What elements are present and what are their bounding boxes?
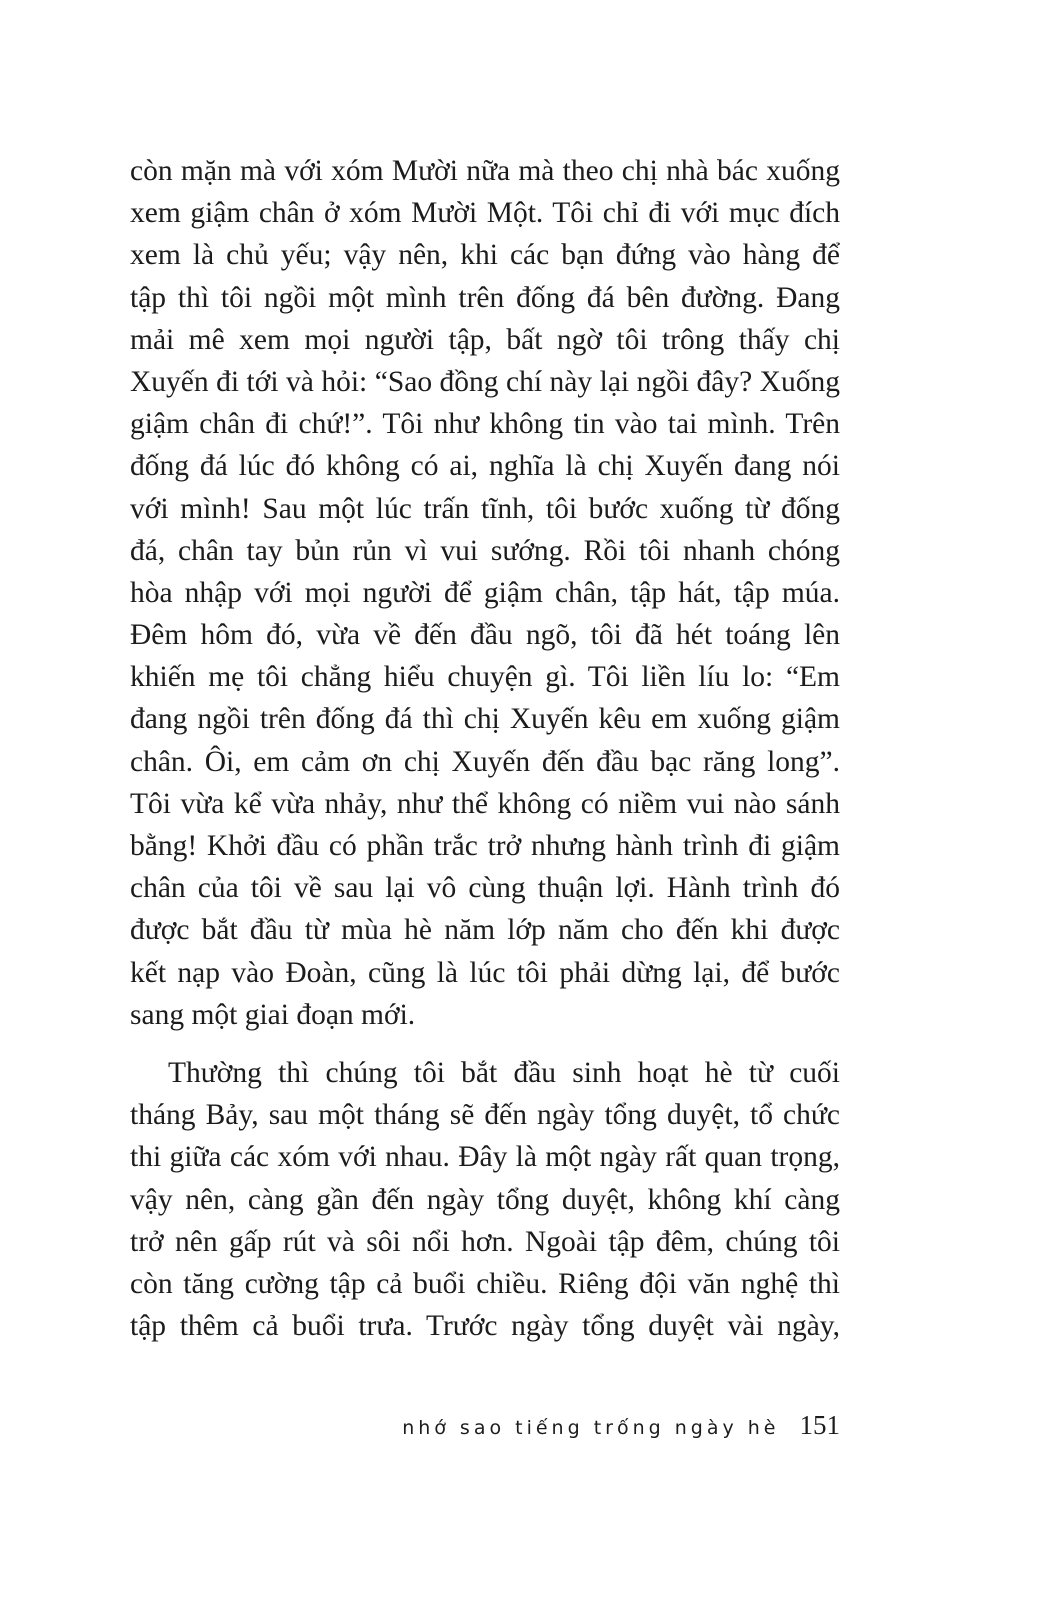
- body-text: [130, 150, 840, 1347]
- text-line: kết nạp vào Đoàn, cũng là lúc tôi phải dừng lại, để bước: [130, 956, 840, 989]
- text-line: còn tăng cường tập cả buổi chiều. Riêng đội văn nghệ thì: [130, 1267, 840, 1300]
- text-line: thi giữa các xóm với nhau. Đây là một ngày rất quan trọng,: [130, 1141, 840, 1174]
- paragraph: [130, 150, 840, 1036]
- text-line: xem giậm chân ở xóm Mười Một. Tôi chỉ đi với mục đích: [130, 197, 840, 230]
- text-line: với mình! Sau một lúc trấn tĩnh, tôi bước xuống từ đống: [130, 492, 840, 525]
- text-line: khiến mẹ tôi chẳng hiểu chuyện gì. Tôi liền líu lo: “Em: [130, 661, 840, 694]
- text-line: trở nên gấp rút và sôi nổi hơn. Ngoài tập đêm, chúng tôi: [130, 1225, 840, 1258]
- text-line: đống đá lúc đó không có ai, nghĩa là chị Xuyến đang nói: [130, 450, 840, 483]
- text-line: còn mặn mà với xóm Mười nữa mà theo chị nhà bác xuống: [130, 155, 840, 187]
- text-line: tháng Bảy, sau một tháng sẽ đến ngày tổng duyệt, tổ chức: [130, 1099, 840, 1132]
- text-line: Đêm hôm đó, vừa về đến đầu ngõ, tôi đã hét toáng lên: [130, 619, 840, 652]
- text-line: bằng! Khởi đầu có phần trắc trở nhưng hành trình đi giậm: [130, 830, 840, 862]
- text-line: chân của tôi về sau lại vô cùng thuận lợi. Hành trình đó: [130, 872, 840, 905]
- text-line: tập thì tôi ngồi một mình trên đống đá bên đường. Đang: [130, 281, 840, 314]
- text-line: đá, chân tay bủn rủn vì vui sướng. Rồi tôi nhanh chóng: [130, 534, 840, 567]
- text-line: tập thêm cả buổi trưa. Trước ngày tổng duyệt vài ngày,: [130, 1310, 840, 1343]
- paragraph: [130, 1052, 840, 1347]
- text-line: đang ngồi trên đống đá thì chị Xuyến kêu em xuống giậm: [130, 703, 840, 736]
- page-footer: [130, 1410, 840, 1450]
- text-line: hòa nhập với mọi người để giậm chân, tập hát, tập múa.: [130, 576, 840, 609]
- page-number: 151: [799, 1410, 840, 1440]
- text-line: Xuyến đi tới và hỏi: “Sao đồng chí này lại ngồi đây? Xuống: [130, 365, 840, 398]
- text-line: xem là chủ yếu; vậy nên, khi các bạn đứng vào hàng để: [130, 239, 840, 272]
- text-line: Thường thì chúng tôi bắt đầu sinh hoạt hè từ cuối: [168, 1056, 840, 1089]
- text-line: vậy nên, càng gần đến ngày tổng duyệt, không khí càng: [130, 1183, 840, 1216]
- text-line: sang một giai đoạn mới.: [130, 998, 416, 1031]
- running-title: nhớ sao tiếng trống ngày hè: [402, 1417, 780, 1439]
- text-line: giậm chân đi chứ!”. Tôi như không tin vào tai mình. Trên: [130, 408, 840, 441]
- text-line: Tôi vừa kể vừa nhảy, như thể không có niềm vui nào sánh: [130, 787, 840, 820]
- text-line: mải mê xem mọi người tập, bất ngờ tôi trông thấy chị: [130, 323, 840, 356]
- text-line: chân. Ôi, em cảm ơn chị Xuyến đến đầu bạc răng long”.: [130, 745, 840, 778]
- text-line: được bắt đầu từ mùa hè năm lớp năm cho đến khi được: [130, 914, 840, 947]
